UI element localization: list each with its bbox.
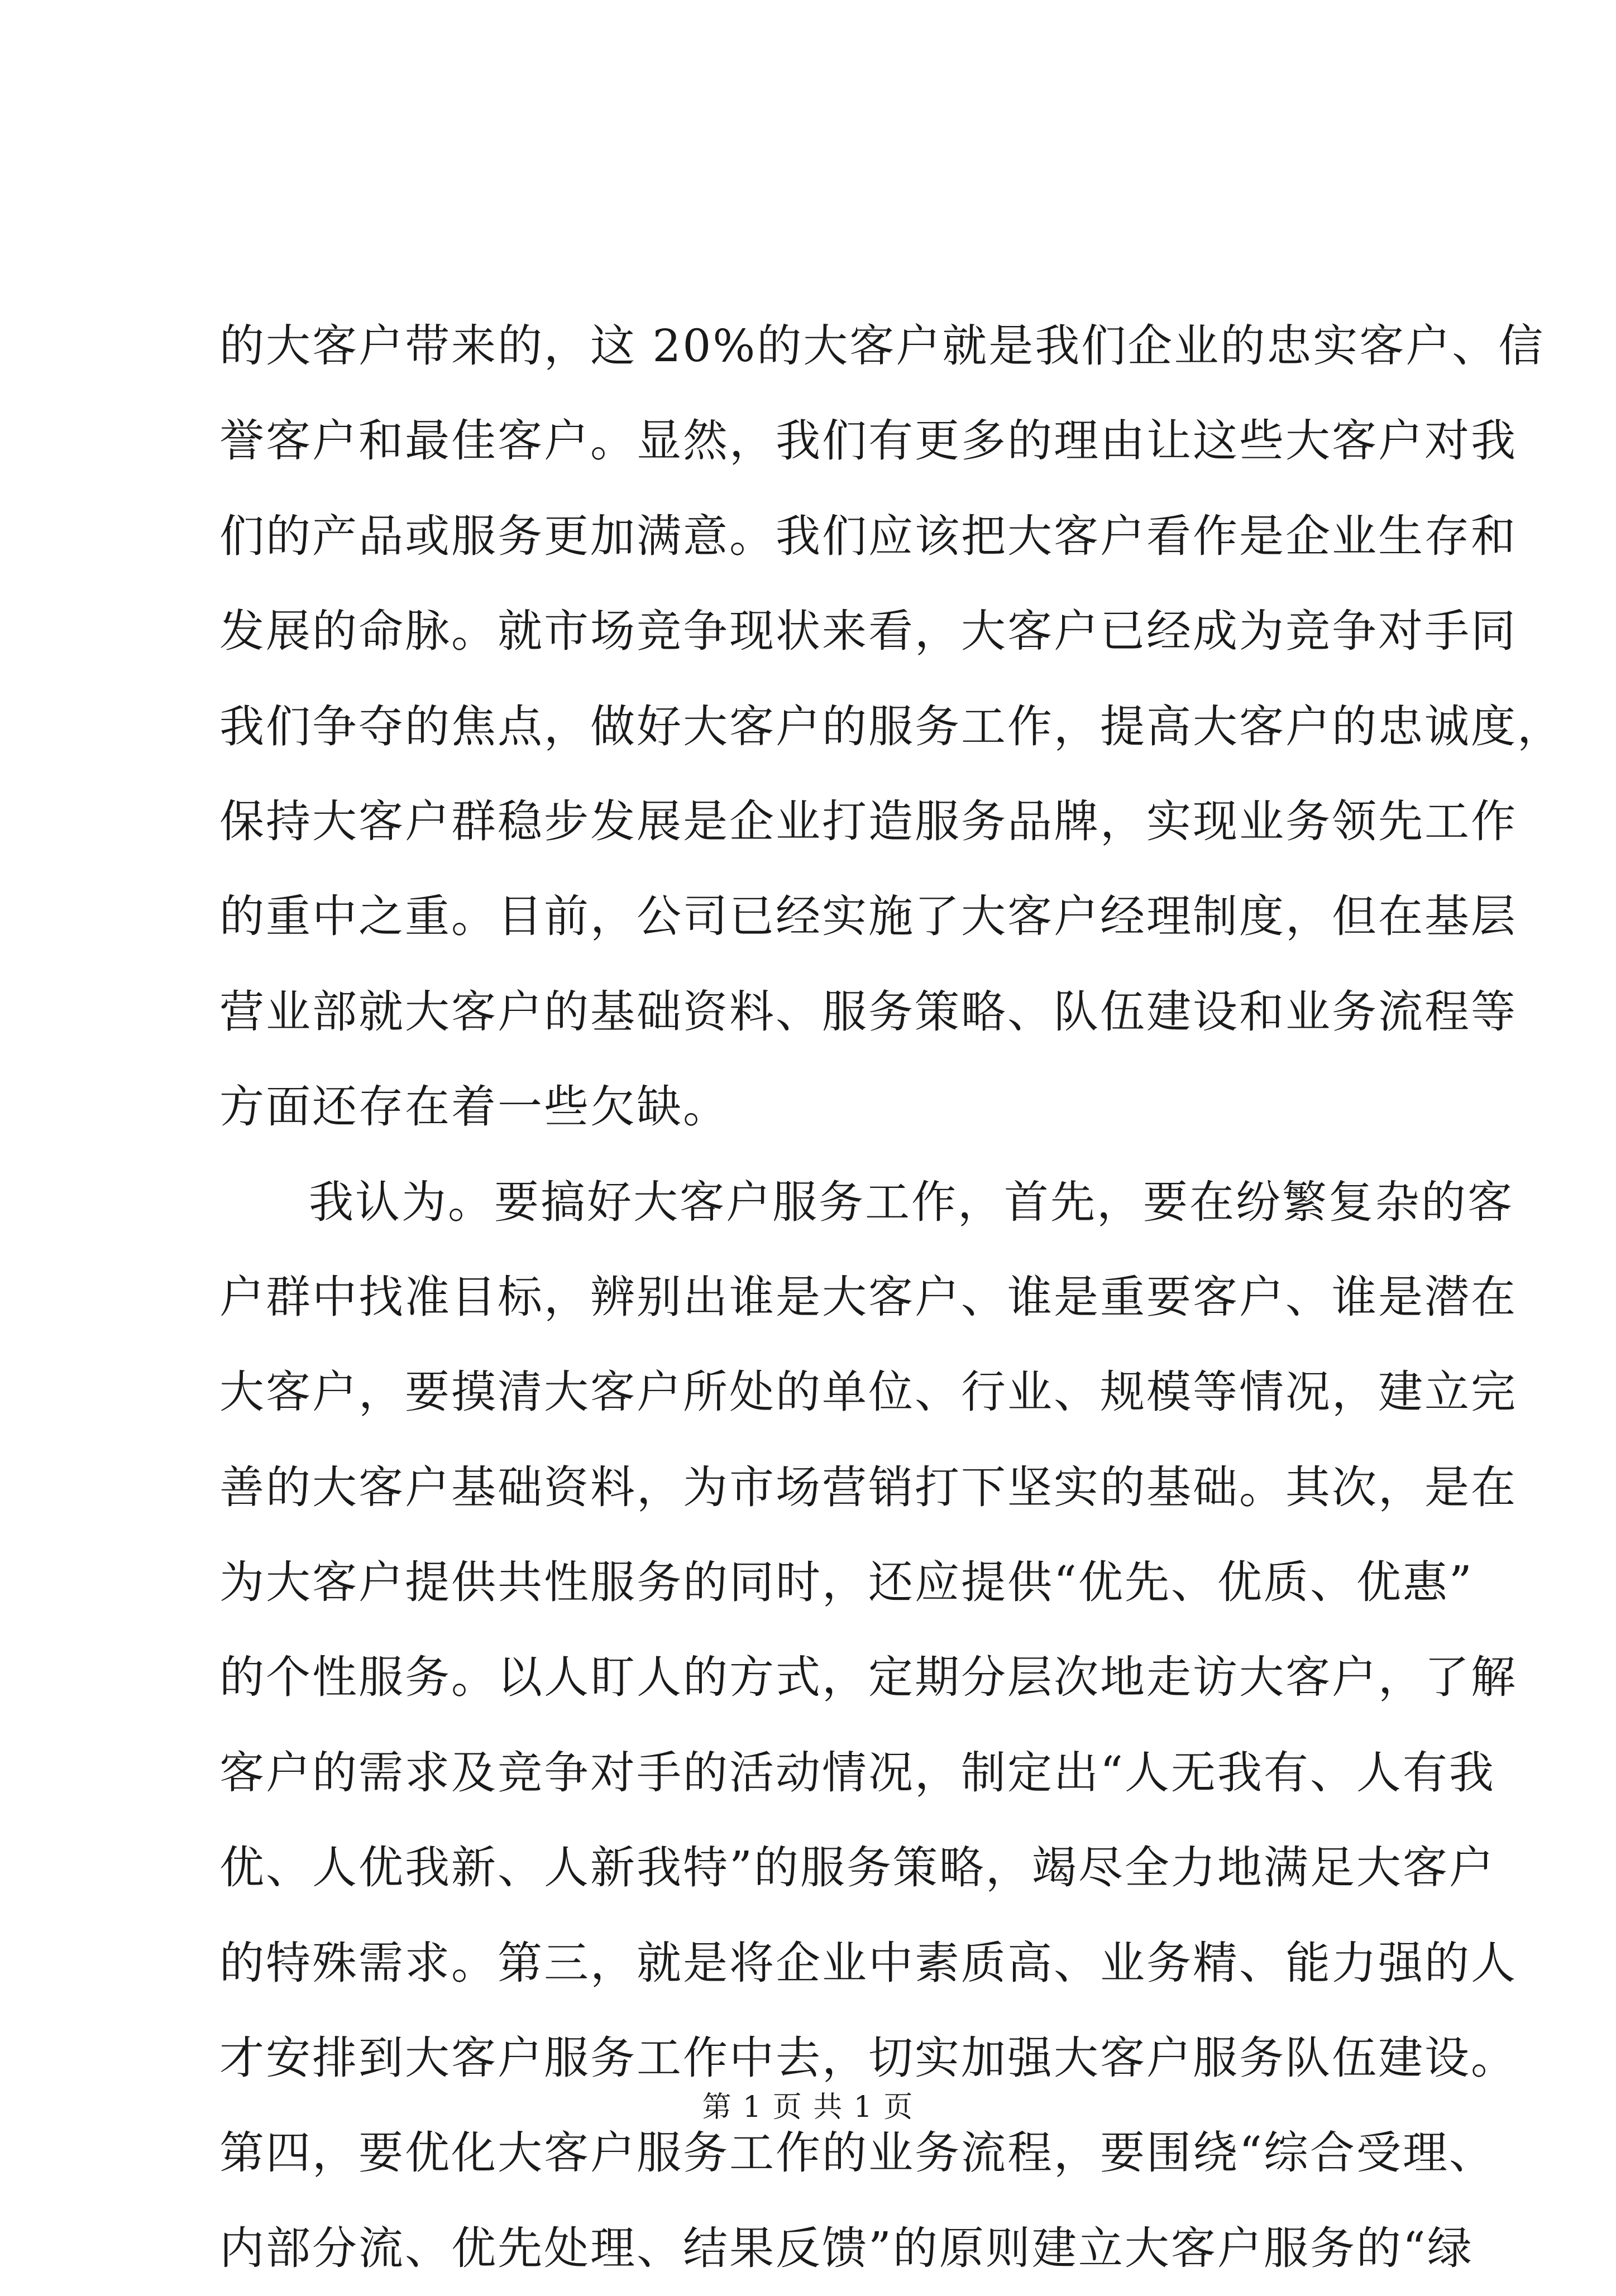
text-line: 的重中之重。目前，公司已经实施了大客户经理制度，但在基层 bbox=[219, 890, 1517, 943]
text-line: 户群中找准目标，辨别出谁是大客户、谁是重要客户、谁是潜在 bbox=[219, 1271, 1517, 1323]
text-line: 营业部就大客户的基础资料、服务策略、队伍建设和业务流程等 bbox=[219, 985, 1517, 1038]
text-line: 我们争夺的焦点，做好大客户的服务工作，提高大客户的忠诚度， bbox=[219, 700, 1564, 752]
text-line: 的大客户带来的，这 20%的大客户就是我们企业的忠实客户、信 bbox=[219, 320, 1545, 372]
page-footer bbox=[0, 2088, 1616, 2127]
text-line: 才安排到大客户服务工作中去，切实加强大客户服务队伍建设。 bbox=[219, 2032, 1517, 2084]
text-line: 的个性服务。以人盯人的方式，定期分层次地走访大客户，了解 bbox=[219, 1651, 1517, 1704]
text-line: 的特殊需求。第三，就是将企业中素质高、业务精、能力强的人 bbox=[219, 1936, 1517, 1989]
text-line: 优、人优我新、人新我特”的服务策略，竭尽全力地满足大客户 bbox=[219, 1842, 1495, 1894]
document-body bbox=[219, 299, 1564, 2296]
text-line: 我认为。要搞好大客户服务工作，首先，要在纷繁复杂的客 bbox=[309, 1176, 1514, 1228]
text-line: 客户的需求及竞争对手的活动情况，制定出“人无我有、人有我 bbox=[219, 1746, 1495, 1799]
text-line: 第四，要优化大客户服务工作的业务流程，要围绕“综合受理、 bbox=[219, 2127, 1495, 2179]
text-line: 为大客户提供共性服务的同时，还应提供“优先、优质、优惠” bbox=[219, 1556, 1474, 1609]
page-number-label: 第 1 页 共 1 页 bbox=[702, 2091, 914, 2124]
text-line: 善的大客户基础资料，为市场营销打下坚实的基础。其次，是在 bbox=[219, 1461, 1517, 1513]
text-line: 方面还存在着一些欠缺。 bbox=[219, 1081, 729, 1133]
text-line: 内部分流、优先处理、结果反馈”的原则建立大客户服务的“绿 bbox=[219, 2222, 1474, 2274]
text-line: 誉客户和最佳客户。显然，我们有更多的理由让这些大客户对我 bbox=[219, 415, 1517, 467]
text-line: 发展的命脉。就市场竞争现状来看，大客户已经成为竞争对手同 bbox=[219, 605, 1517, 658]
text-line: 们的产品或服务更加满意。我们应该把大客户看作是企业生存和 bbox=[219, 510, 1517, 562]
text-line: 大客户，要摸清大客户所处的单位、行业、规模等情况，建立完 bbox=[219, 1366, 1517, 1418]
text-line: 保持大客户群稳步发展是企业打造服务品牌，实现业务领先工作 bbox=[219, 795, 1517, 847]
